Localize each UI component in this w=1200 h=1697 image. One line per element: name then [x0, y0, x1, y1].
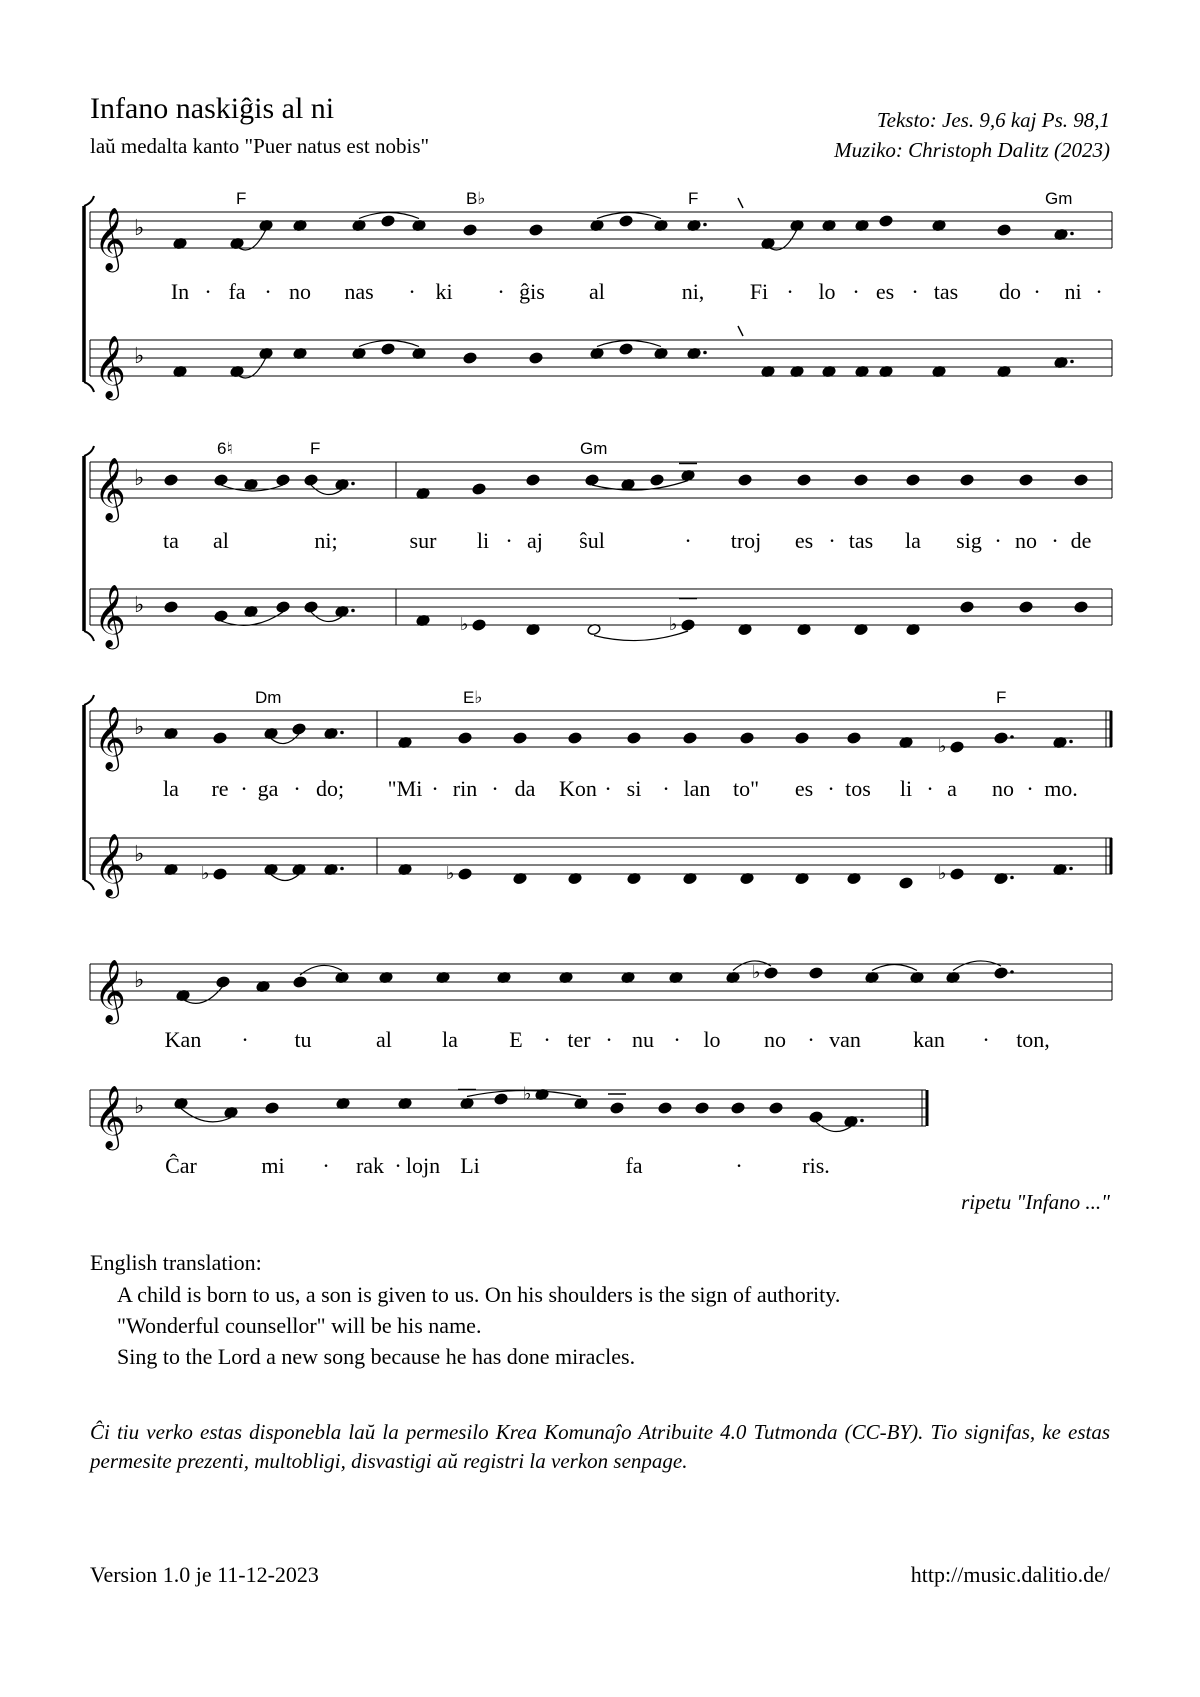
accompaniment-note — [458, 868, 472, 881]
treble-clef: 𝄞 — [94, 1085, 126, 1148]
melody-note — [164, 474, 178, 487]
staff — [90, 833, 1112, 899]
melody-note — [292, 723, 306, 736]
accompaniment-note — [899, 877, 913, 890]
lyric-syllable: no — [1015, 528, 1037, 553]
accompaniment-note — [529, 352, 543, 365]
lyric-hyphen: · — [204, 279, 212, 304]
lyric-hyphen: · — [982, 1027, 990, 1052]
slur — [300, 965, 342, 975]
melody-note — [472, 483, 486, 496]
lyric-syllable: al — [376, 1027, 392, 1052]
license-text: Ĉi tiu verko estas disponebla laŭ la permesilo Krea Komunaĵo Atribuite 4.0 Tutmonda (CC-BY). Tio signifas, ke estas permesite prezenti, multobligi, disvastigi aŭ registri la verkon senpage. — [90, 1420, 1110, 1473]
breath-mark — [738, 326, 743, 336]
melody-note — [764, 967, 778, 980]
lyric-hyphen: · — [807, 1027, 815, 1052]
lyric-hyphen: · — [911, 279, 919, 304]
flat-sign: ♭ — [134, 593, 145, 618]
lyric-syllable: "Mi — [387, 776, 423, 801]
lyric-syllable: sur — [409, 528, 437, 553]
lyric-syllable: si — [626, 776, 642, 801]
website-url: http://music.dalitio.de/ — [910, 1562, 1110, 1587]
melody-note — [879, 215, 893, 228]
lyric-syllable: la — [905, 528, 921, 553]
lyric-syllable: Kon — [559, 776, 597, 801]
accompaniment-note — [1019, 601, 1033, 614]
lyric-syllable: tas — [848, 528, 874, 553]
treble-clef: 𝄞 — [94, 959, 126, 1022]
lyric-syllable: al — [589, 279, 605, 304]
lyric-syllable: fa — [228, 279, 246, 304]
bracket-hook — [84, 880, 94, 890]
lyric-syllable: nu — [632, 1027, 654, 1052]
lyric-hyphen: · — [605, 1027, 613, 1052]
melody-note — [610, 1102, 624, 1115]
lyric-syllable: Li — [460, 1153, 480, 1178]
lyric-hyphen: · — [1026, 776, 1034, 801]
lyric-hyphen: · — [264, 279, 272, 304]
translation-line: "Wonderful counsellor" will be his name. — [117, 1313, 482, 1338]
lyric-hyphen: · — [543, 1027, 551, 1052]
chord-symbol: 6♮ — [217, 439, 233, 458]
melody-note — [619, 215, 633, 228]
lyric-hyphen: · — [684, 528, 692, 553]
lyric-syllable: ni, — [681, 279, 705, 304]
treble-clef: 𝄞 — [94, 335, 126, 398]
lyric-syllable: da — [514, 776, 536, 801]
bracket-hook — [84, 196, 94, 206]
slur — [953, 961, 1001, 971]
bracket-hook — [84, 446, 94, 456]
lyric-syllable: fa — [625, 1153, 643, 1178]
chord-symbol: B♭ — [466, 189, 486, 208]
lyric-hyphen: · — [408, 279, 416, 304]
melody-note — [585, 474, 599, 487]
chord-symbol: E♭ — [463, 688, 483, 707]
accompaniment-note — [381, 343, 395, 356]
melody-note — [213, 732, 227, 745]
augmentation-dot — [1069, 867, 1073, 871]
lyric-syllable: ris. — [802, 1153, 830, 1178]
lyric-syllable: ton, — [1016, 1027, 1050, 1052]
augmentation-dot — [1010, 876, 1014, 880]
melody-note — [683, 732, 697, 745]
chord-symbol: Gm — [1045, 189, 1073, 208]
augmentation-dot — [1010, 735, 1014, 739]
piece-title: Infano naskiĝis al ni — [90, 92, 335, 125]
lyric-syllable: es — [794, 528, 814, 553]
staff — [90, 584, 1112, 650]
lyric-syllable: lojn — [405, 1153, 441, 1178]
augmentation-dot — [351, 482, 355, 486]
lyric-syllable: a — [947, 776, 957, 801]
chord-symbol: F — [688, 189, 699, 208]
staff — [90, 1085, 926, 1151]
lyric-syllable: nas — [344, 279, 374, 304]
accompaniment-note — [950, 868, 964, 881]
slur — [271, 875, 299, 881]
lyric-hyphen: · — [786, 279, 794, 304]
augmentation-dot — [860, 1119, 864, 1123]
slur — [181, 1109, 231, 1122]
melody-note — [795, 732, 809, 745]
melody-note — [797, 474, 811, 487]
chord-symbol: F — [310, 439, 321, 458]
lyric-hyphen: · — [673, 1027, 681, 1052]
lyric-syllable: la — [163, 776, 179, 801]
augmentation-dot — [1010, 970, 1014, 974]
lyric-syllable: no — [764, 1027, 786, 1052]
piece-subtitle: laŭ medalta kanto "Puer natus est nobis" — [90, 134, 430, 158]
bracket-hook — [84, 382, 94, 392]
lyric-hyphen: · — [293, 776, 301, 801]
lyric-hyphen: · — [497, 279, 505, 304]
accompaniment-note — [472, 619, 486, 632]
text-credit: Teksto: Jes. 9,6 kaj Ps. 98,1 — [876, 108, 1110, 132]
melody-note — [513, 732, 527, 745]
accidental-flat: ♭ — [460, 614, 469, 635]
melody-note — [381, 215, 395, 228]
lyric-syllable: tos — [845, 776, 871, 801]
bracket-hook — [84, 695, 94, 705]
lyric-hyphen: · — [240, 776, 248, 801]
lyric-syllable: es — [794, 776, 814, 801]
melody-note — [276, 474, 290, 487]
accompaniment-note — [681, 619, 695, 632]
chord-symbol: Dm — [255, 688, 282, 707]
lyric-syllable: lo — [703, 1027, 721, 1052]
lyric-syllable: re — [211, 776, 229, 801]
lyric-syllable: Ĉar — [165, 1153, 197, 1178]
melody-note — [950, 741, 964, 754]
melody-note — [994, 732, 1008, 745]
melody-note — [627, 732, 641, 745]
melody-note — [809, 1111, 823, 1124]
lyric-hyphen: · — [505, 528, 513, 553]
lyric-syllable: ĝis — [519, 279, 545, 304]
lyric-syllable: tu — [294, 1027, 312, 1052]
melody-note — [854, 474, 868, 487]
accompaniment-note — [213, 868, 227, 881]
accompaniment-note — [960, 601, 974, 614]
melody-note — [529, 224, 543, 237]
translation-heading: English translation: — [90, 1250, 262, 1275]
treble-clef: 𝄞 — [94, 833, 126, 896]
lyric-hyphen: · — [827, 776, 835, 801]
lyric-syllable: ter — [567, 1027, 591, 1052]
flat-sign: ♭ — [134, 1094, 145, 1119]
lyric-hyphen: · — [241, 1027, 249, 1052]
lyric-syllable: van — [829, 1027, 861, 1052]
accompaniment-note — [276, 601, 290, 614]
lyric-syllable: E — [509, 1027, 523, 1052]
flat-sign: ♭ — [134, 344, 145, 369]
melody-note — [293, 976, 307, 989]
melody-note — [695, 1102, 709, 1115]
lyric-syllable: la — [442, 1027, 458, 1052]
flat-sign: ♭ — [134, 466, 145, 491]
lyric-syllable: no — [289, 279, 311, 304]
accidental-flat: ♭ — [938, 863, 947, 884]
melody-note — [658, 1102, 672, 1115]
melody-note — [1074, 474, 1088, 487]
accompaniment-note — [1074, 601, 1088, 614]
lyric-syllable: mo. — [1044, 776, 1078, 801]
lyric-hyphen: · — [1095, 279, 1103, 304]
lyric-syllable: de — [1070, 528, 1092, 553]
lyric-syllable: kan — [913, 1027, 945, 1052]
staff — [90, 706, 1112, 772]
breath-mark — [738, 198, 743, 208]
flat-sign: ♭ — [134, 968, 145, 993]
lyric-syllable: do — [999, 279, 1021, 304]
lyric-syllable: do; — [315, 776, 345, 801]
melody-note — [740, 732, 754, 745]
treble-clef: 𝄞 — [94, 457, 126, 520]
melody-note — [526, 474, 540, 487]
translation-line: A child is born to us, a son is given to us. On his shoulders is the sign of authority. — [117, 1282, 841, 1307]
lyric-syllable: tas — [933, 279, 959, 304]
lyric-hyphen: · — [394, 1153, 402, 1178]
augmentation-dot — [1070, 360, 1074, 364]
augmentation-dot — [1070, 232, 1074, 236]
melody-note — [494, 1093, 508, 1106]
lyric-syllable: lo — [818, 279, 836, 304]
lyric-syllable: ga — [257, 776, 279, 801]
accompaniment-note — [164, 601, 178, 614]
melody-note — [994, 967, 1008, 980]
melody-note — [731, 1102, 745, 1115]
accompaniment-note — [463, 352, 477, 365]
lyric-syllable: rak — [355, 1153, 385, 1178]
treble-clef: 𝄞 — [94, 584, 126, 647]
flat-sign: ♭ — [134, 216, 145, 241]
melody-note — [738, 474, 752, 487]
melody-note — [997, 224, 1011, 237]
accidental-flat: ♭ — [523, 1083, 532, 1105]
accompaniment-note — [214, 610, 228, 623]
treble-clef: 𝄞 — [94, 207, 126, 270]
lyric-hyphen: · — [994, 528, 1002, 553]
accompaniment-note — [619, 343, 633, 356]
lyric-hyphen: · — [322, 1153, 330, 1178]
melody-note — [906, 474, 920, 487]
lyric-hyphen: · — [926, 776, 934, 801]
melody-note — [1019, 474, 1033, 487]
chord-symbol: F — [236, 189, 247, 208]
melody-note — [458, 732, 472, 745]
flat-sign: ♭ — [134, 715, 145, 740]
accidental-flat: ♭ — [938, 736, 947, 757]
lyric-syllable: In — [170, 279, 190, 304]
lyric-hyphen: · — [1051, 528, 1059, 553]
augmentation-dot — [703, 351, 707, 355]
augmentation-dot — [1069, 740, 1073, 744]
lyric-hyphen: · — [735, 1153, 743, 1178]
lyric-syllable: troj — [730, 528, 762, 553]
lyric-syllable: rin — [452, 776, 478, 801]
accompaniment-note — [304, 601, 318, 614]
lyric-syllable: to" — [732, 776, 760, 801]
melody-note — [809, 967, 823, 980]
chord-symbol: F — [996, 688, 1007, 707]
chord-symbol: Gm — [580, 439, 608, 458]
lyric-syllable: al — [213, 528, 229, 553]
lyric-syllable: Kan — [164, 1027, 202, 1052]
lyric-syllable: ŝul — [579, 528, 605, 553]
lyric-syllable: es — [875, 279, 895, 304]
lyric-syllable: li — [899, 776, 913, 801]
flat-sign: ♭ — [134, 842, 145, 867]
accidental-flat: ♭ — [201, 863, 210, 884]
augmentation-dot — [340, 867, 344, 871]
staff — [90, 959, 1112, 1025]
melody-note — [304, 474, 318, 487]
version-info: Version 1.0 je 11-12-2023 — [90, 1562, 319, 1587]
translation-line: Sing to the Lord a new song because he has done miracles. — [117, 1344, 636, 1369]
melody-note — [847, 732, 861, 745]
melody-note — [568, 732, 582, 745]
treble-clef: 𝄞 — [94, 706, 126, 769]
lyric-syllable: lan — [683, 776, 711, 801]
lyric-hyphen: · — [852, 279, 860, 304]
melody-note — [265, 1102, 279, 1115]
slur — [872, 965, 917, 971]
lyric-syllable: ni; — [314, 528, 338, 553]
lyric-syllable: ta — [163, 528, 179, 553]
accidental-flat: ♭ — [752, 962, 761, 983]
lyric-syllable: no — [992, 776, 1014, 801]
lyric-syllable: li — [476, 528, 490, 553]
melody-note — [769, 1102, 783, 1115]
melody-note — [650, 474, 664, 487]
lyric-hyphen: · — [662, 776, 670, 801]
accidental-flat: ♭ — [669, 614, 678, 635]
lyric-syllable: sig — [956, 528, 982, 553]
bracket-hook — [84, 631, 94, 641]
lyric-hyphen: · — [1033, 279, 1041, 304]
melody-note — [960, 474, 974, 487]
augmentation-dot — [351, 609, 355, 613]
lyric-syllable: aj — [527, 528, 543, 553]
lyric-hyphen: · — [604, 776, 612, 801]
lyric-syllable: ni — [1064, 279, 1082, 304]
accidental-flat: ♭ — [446, 863, 455, 884]
lyric-hyphen: · — [431, 776, 439, 801]
repeat-instruction: ripetu "Infano ..." — [961, 1190, 1110, 1214]
melody-note — [214, 474, 228, 487]
augmentation-dot — [340, 731, 344, 735]
lyric-syllable: mi — [261, 1153, 285, 1178]
lyric-hyphen: · — [491, 776, 499, 801]
lyric-hyphen: · — [828, 528, 836, 553]
lyric-syllable: ki — [435, 279, 453, 304]
lyric-syllable: Fi — [749, 279, 769, 304]
melody-note — [463, 224, 477, 237]
music-credit: Muziko: Christoph Dalitz (2023) — [834, 138, 1110, 162]
augmentation-dot — [703, 223, 707, 227]
